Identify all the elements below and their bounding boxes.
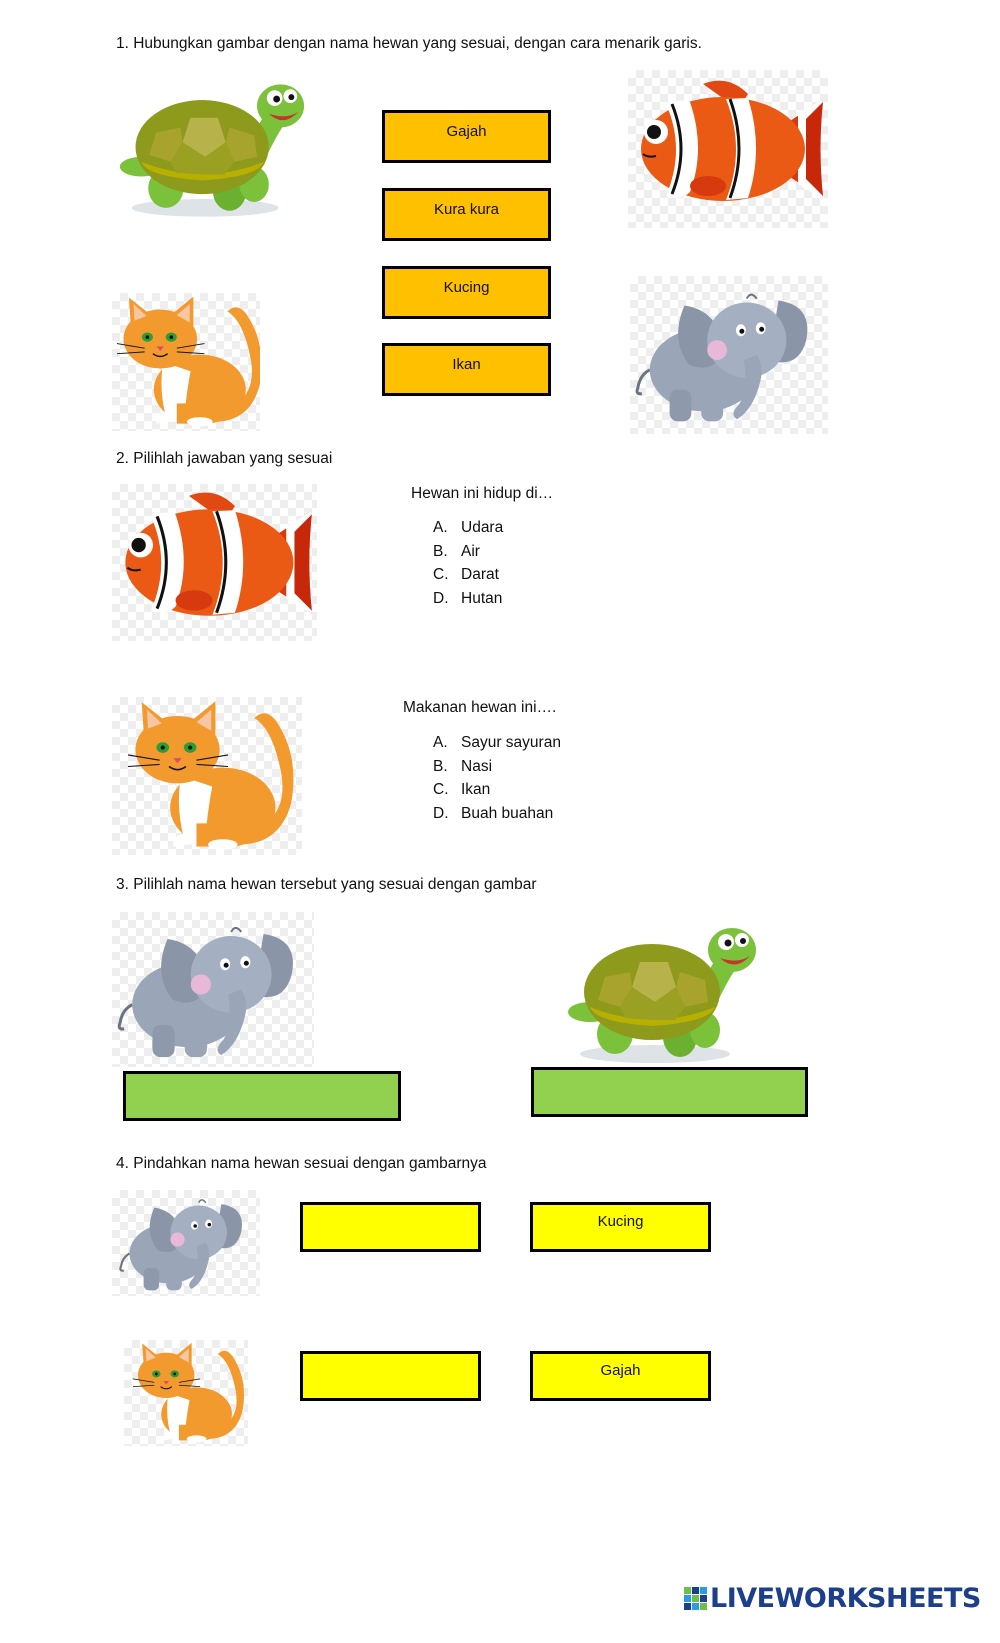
liveworksheets-logo-icon bbox=[684, 1587, 708, 1611]
turtle-image-q3 bbox=[560, 922, 760, 1072]
liveworksheets-logo-text: LIVEWORKSHEETS bbox=[710, 1583, 981, 1614]
label-ikan[interactable]: Ikan bbox=[382, 343, 551, 396]
option-d[interactable]: D. Hutan bbox=[433, 589, 503, 607]
fish-image bbox=[628, 70, 828, 228]
elephant-image-q3 bbox=[112, 912, 314, 1067]
cat-image bbox=[112, 293, 260, 431]
draggable-label-kucing[interactable]: Kucing bbox=[530, 1202, 711, 1252]
drop-zone-cat[interactable] bbox=[300, 1351, 481, 1401]
answer-dropdown-turtle[interactable] bbox=[531, 1067, 808, 1117]
cat-image-q4 bbox=[124, 1340, 248, 1446]
elephant-image-q4 bbox=[112, 1190, 260, 1296]
option-b[interactable]: B. Air bbox=[433, 542, 480, 560]
label-kura-kura[interactable]: Kura kura bbox=[382, 188, 551, 241]
section4-title: 4. Pindahkan nama hewan sesuai dengan gambarnya bbox=[116, 1155, 487, 1172]
cat-image-q2 bbox=[112, 697, 302, 855]
question-1: Hewan ini hidup di… bbox=[411, 485, 554, 502]
option-c[interactable]: C. Ikan bbox=[433, 781, 491, 798]
turtle-image bbox=[112, 78, 308, 226]
fish-image-q1 bbox=[112, 484, 317, 641]
label-kucing[interactable]: Kucing bbox=[382, 266, 551, 319]
options-q2 bbox=[433, 734, 561, 828]
option-c[interactable]: C. Darat bbox=[433, 566, 499, 583]
section1-title: 1. Hubungkan gambar dengan nama hewan yang sesuai, dengan cara menarik garis. bbox=[116, 35, 702, 52]
liveworksheets-logo bbox=[684, 1583, 981, 1614]
option-a[interactable]: A. Sayur sayuran bbox=[433, 734, 561, 751]
drop-zone-elephant[interactable] bbox=[300, 1202, 481, 1252]
option-a[interactable]: A. Udara bbox=[433, 519, 504, 536]
elephant-image bbox=[630, 276, 828, 434]
label-gajah[interactable]: Gajah bbox=[382, 110, 551, 163]
section3-title: 3. Pilihlah nama hewan tersebut yang sesuai dengan gambar bbox=[116, 876, 537, 893]
option-b[interactable]: B. Nasi bbox=[433, 757, 493, 775]
draggable-label-gajah[interactable]: Gajah bbox=[530, 1351, 711, 1401]
options-q1 bbox=[433, 519, 503, 613]
option-d[interactable]: D. Buah buahan bbox=[433, 804, 554, 822]
answer-dropdown-elephant[interactable] bbox=[123, 1071, 401, 1121]
question-2: Makanan hewan ini…. bbox=[403, 699, 557, 716]
section2-title: 2. Pilihlah jawaban yang sesuai bbox=[116, 450, 333, 467]
